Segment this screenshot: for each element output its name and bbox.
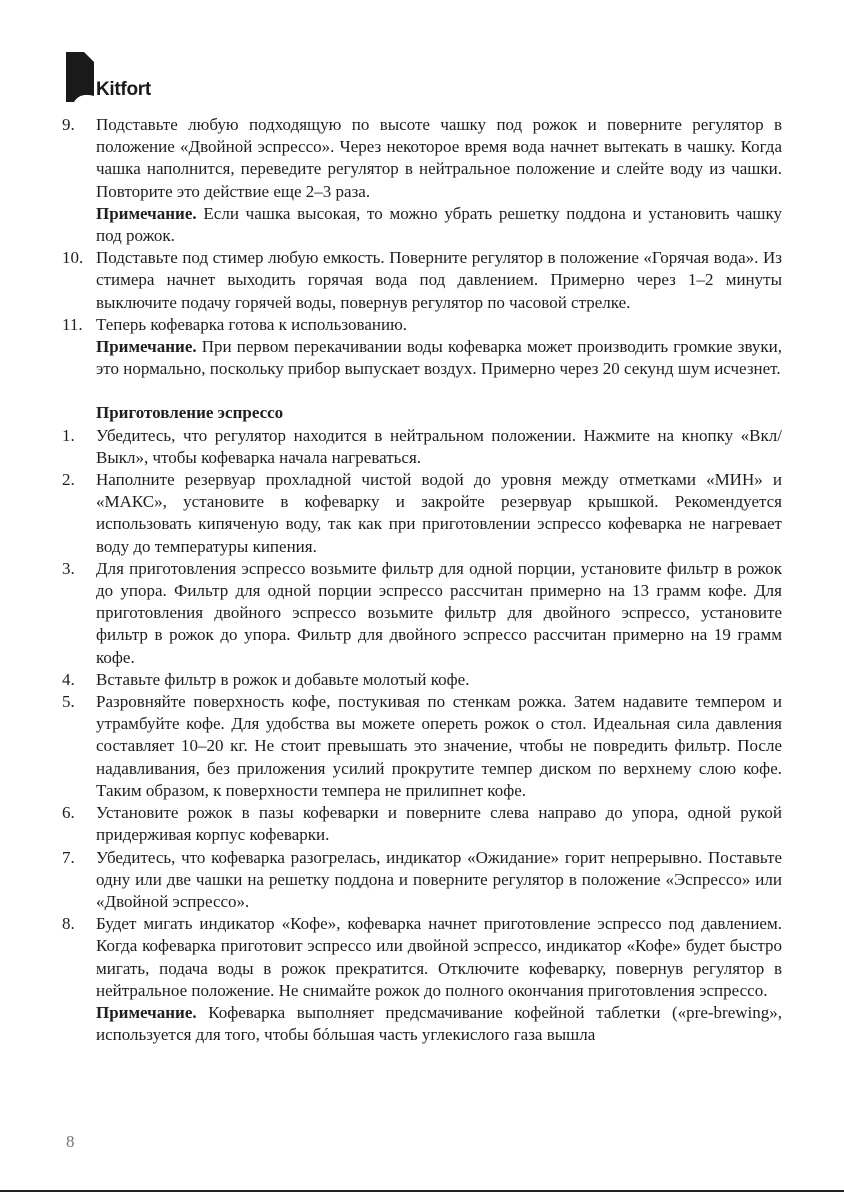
step-note [96, 1002, 782, 1046]
step-text: Убедитесь, что регулятор находится в нейтральном положении. Нажмите на кнопку «Вкл/Выкл», чтобы кофеварка начала нагреваться. [96, 425, 782, 467]
step-number: 9. [62, 115, 75, 134]
list-item [62, 469, 782, 558]
list-item [62, 669, 782, 691]
note-label: Примечание. [96, 203, 197, 223]
step-number: 2. [62, 470, 75, 490]
step-number: 8. [62, 914, 75, 934]
list-item [62, 691, 782, 802]
step-text: Убедитесь, что кофеварка разогрелась, индикатор «Ожидание» горит непрерывно. Поставьте одну или две чашки на решетку поддона и поверните регулятор в положение «Эспрессо» или «Двойной эспрессо». [96, 847, 782, 911]
step-text: Подставьте любую подходящую по высоте чашку под рожок и поверните регулятор в положение «Двойной эспрессо». Через некоторое время вода начнет вытекать в чашку. Когда чашка наполнится, переведите регулятор в нейтральное положение и слейте воду из чашки. Повторите это действие еще 2–3 раза. [96, 115, 782, 201]
step-number: 10. [62, 248, 84, 268]
step-text: Для приготовления эспрессо возьмите фильтр для одной порции, установите фильтр в рожок до упора. Фильтр для одной порции эспрессо рассчитан примерно на 13 грамм кофе. Для приготовления двойного эспрессо возьмите фильтр для двойного эспрессо, установите фильтр в рожок до упора. Фильтр для двойного эспрессо рассчитан примерно на 19 грамм кофе. [96, 558, 782, 667]
list-item [62, 847, 782, 914]
step-note [96, 203, 782, 247]
section-heading: Приготовление эспрессо [96, 403, 284, 423]
list-item [62, 247, 782, 314]
kitfort-logo [66, 52, 186, 102]
list-item [62, 425, 782, 469]
bottom-rule [0, 1190, 844, 1192]
step-number: 11. [62, 314, 83, 334]
step-number: 3. [62, 558, 75, 578]
page-number: 8 [66, 1132, 75, 1151]
step-text: Теперь кофеварка готова к использованию. [96, 314, 408, 334]
note-label: Примечание. [96, 337, 197, 357]
step-number: 4. [62, 669, 75, 689]
step-number: 1. [62, 425, 75, 445]
step-text: Установите рожок в пазы кофеварки и поверните слева направо до упора, одной рукой придерживая корпус кофеварки. [96, 803, 782, 845]
note-text: Кофеварка выполняет предсмачивание кофейной таблетки («pre-brewing», используется для того, чтобы бóльшая часть углекислого газа вышла [96, 1002, 782, 1045]
manual-text [62, 114, 782, 1046]
step-note [96, 336, 782, 380]
step-text: Наполните резервуар прохладной чистой водой до уровня между отметками «МИН» и «МАКС», установите в кофеварку и закройте резервуар крышкой. Рекомендуется использовать кипяченую воду, так как при приготовлении эспрессо кофеварка не нагревает воду до температуры кипения. [96, 470, 782, 556]
step-text: Вставьте фильтр в рожок и добавьте молотый кофе. [96, 669, 470, 689]
step-number: 6. [62, 803, 75, 823]
step-number: 7. [62, 847, 75, 867]
list-item [62, 558, 782, 669]
step-text: Подставьте под стимер любую емкость. Поверните регулятор в положение «Горячая вода». Из стимера начнет выходить горячая вода под давлением. Примерно через 1–2 минуты выключите подачу горячей воды, повернув регулятор по часовой стрелке. [96, 248, 782, 312]
brand-name: Kitfort [96, 79, 151, 100]
step-text: Будет мигать индикатор «Кофе», кофеварка начнет приготовление эспрессо под давлением. Когда кофеварка приготовит эспрессо или двойной эспрессо, индикатор «Кофе» будет быстро мигать, подача воды в рожок прекратится. Отключите кофеварку, повернув регулятор в нейтральное положение. Не снимайте рожок до полного окончания приготовления эспрессо. [96, 914, 782, 1000]
note-label: Примечание. [96, 1002, 197, 1022]
step-number: 5. [62, 692, 75, 712]
list-item [62, 802, 782, 846]
step-text: Разровняйте поверхность кофе, постукивая по стенкам рожка. Затем надавите темпером и утрамбуйте кофе. Для удобства вы можете опереть рожок о стол. Идеальная сила давления составляет 10–20 кг. Не стоит превышать это значение, чтобы не повредить фильтр. После надавливания, без приложения усилий прокрутите темпер диском по верхнему слою кофе. Таким образом, к поверхности темпера не прилипнет кофе. [96, 692, 782, 800]
note-text: При первом перекачивании воды кофеварка может производить громкие звуки, это нормально, поскольку прибор выпускает воздух. Примерно через 20 секунд шум исчезнет. [96, 337, 782, 379]
list-item [62, 114, 782, 247]
kitfort-logo-mark-icon [66, 52, 94, 102]
list-item [62, 314, 782, 381]
note-text: Если чашка высокая, то можно убрать решетку поддона и установить чашку под рожок. [96, 203, 782, 246]
list-item [62, 913, 782, 1046]
